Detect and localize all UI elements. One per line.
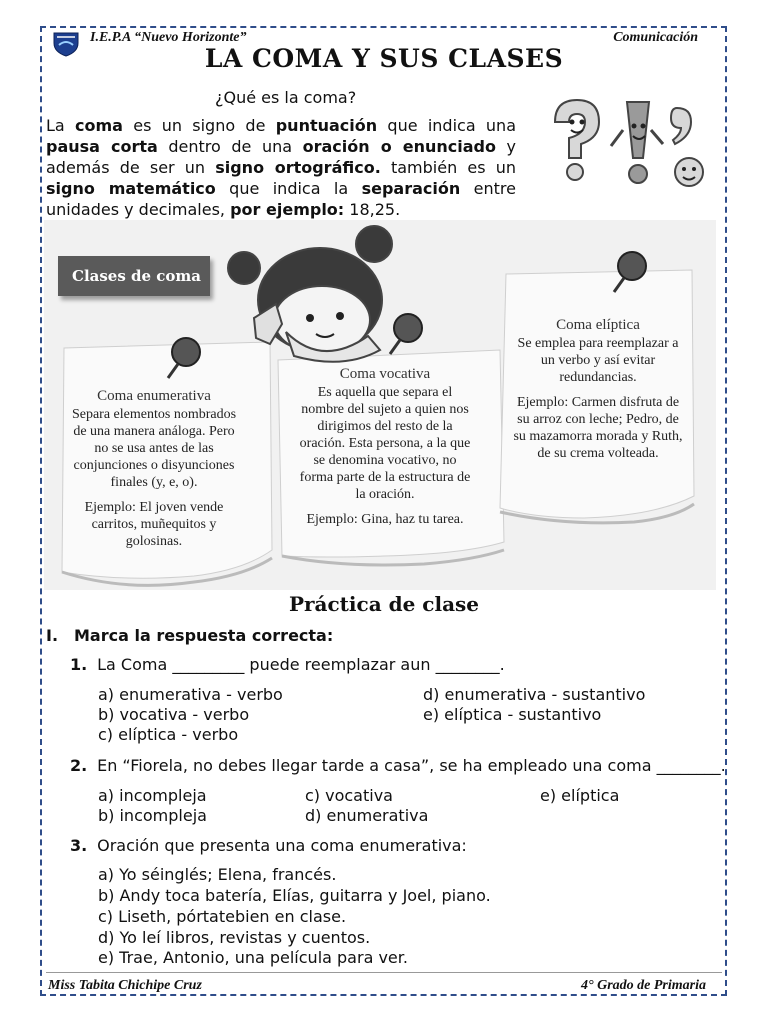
q3-option-e[interactable]: e) Trae, Antonio, una película para ver. [98, 948, 408, 967]
intro-question: ¿Qué es la coma? [215, 88, 357, 107]
q2-option-b[interactable]: b) incompleja [98, 806, 207, 825]
practice-title: Práctica de clase [288, 592, 480, 616]
question-2 [70, 756, 726, 775]
intro-text-segment: La [46, 116, 76, 135]
card-coma-enumerativa [66, 388, 242, 550]
card-description: Es aquella que separa el nombre del sujeto a quien nos dirigimos del resto de la oración. Esta persona, a la que se denomina vocativo, no forma parte de la estructura de la oración. [299, 385, 471, 502]
q1-option-c[interactable]: c) elíptica - verbo [98, 725, 239, 744]
q3-option-a[interactable]: a) Yo séinglés; Elena, francés. [98, 865, 337, 884]
clases-de-coma-label: Clases de coma [58, 256, 210, 296]
page-title: LA COMA Y SUS CLASES [204, 44, 564, 73]
question-number: 3. [70, 836, 88, 855]
intro-keyword: signo matemático [46, 179, 216, 198]
teacher-name: Miss Tabita Chichipe Cruz [48, 978, 202, 993]
question-number: 2. [70, 756, 88, 775]
intro-text-segment: que indica una [377, 116, 517, 135]
question-text: Oración que presenta una coma enumerativa: [97, 836, 467, 855]
intro-text-segment: que indica la [215, 179, 362, 198]
section-heading [46, 626, 333, 645]
card-example: Ejemplo: El joven vende carritos, muñequitos y golosinas. [84, 500, 224, 549]
question-3 [70, 836, 467, 855]
punctuation-characters-illustration [535, 92, 715, 200]
grade-label: 4° Grado de Primaria [581, 978, 706, 993]
question-text: En “Fiorela, no debes llegar tarde a casa”, se ha empleado una coma ________. [97, 756, 726, 775]
intro-keyword: oración o enunciado [302, 137, 496, 156]
intro-text-segment: dentro de una [157, 137, 303, 156]
intro-text-segment: también es un [380, 158, 516, 177]
q3-option-d[interactable]: d) Yo leí libros, revistas y cuentos. [98, 928, 371, 947]
card-title: Coma enumerativa [97, 388, 211, 404]
intro-keyword: signo ortográfico. [215, 158, 381, 177]
q1-option-b[interactable]: b) vocativa - verbo [98, 705, 250, 724]
intro-keyword: por ejemplo: [230, 200, 345, 219]
intro-keyword: puntuación [275, 116, 378, 135]
section-number: I. [46, 626, 59, 645]
card-description: Se emplea para reemplazar a un verbo y así evitar redundancias. [517, 336, 679, 385]
subject-name: Comunicación [613, 30, 698, 45]
q2-option-a[interactable]: a) incompleja [98, 786, 207, 805]
question-1 [70, 655, 505, 674]
card-example: Ejemplo: Carmen disfruta de su arroz con leche; Pedro, de su mazamorra morada y Ruth, de su crema volteada. [513, 395, 683, 461]
intro-paragraph [46, 115, 516, 220]
section-label: Marca la respuesta correcta: [74, 626, 334, 645]
q1-option-d[interactable]: d) enumerativa - sustantivo [423, 685, 646, 704]
school-name: I.E.P.A “Nuevo Horizonte” [90, 30, 247, 45]
card-title: Coma vocativa [339, 366, 431, 382]
q2-option-e[interactable]: e) elíptica [540, 786, 620, 805]
intro-text-segment: 18,25. [344, 200, 401, 219]
q1-option-a[interactable]: a) enumerativa - verbo [98, 685, 283, 704]
intro-text-segment: es un signo de [122, 116, 276, 135]
q2-option-d[interactable]: d) enumerativa [305, 806, 429, 825]
question-text: La Coma _________ puede reemplazar aun ________. [97, 655, 505, 674]
intro-keyword: coma [75, 116, 123, 135]
card-example: Ejemplo: Gina, haz tu tarea. [306, 512, 464, 527]
q3-option-c[interactable]: c) Liseth, pórtatebien en clase. [98, 907, 347, 926]
q3-option-b[interactable]: b) Andy toca batería, Elías, guitarra y Joel, piano. [98, 886, 491, 905]
card-coma-vocativa [298, 366, 472, 528]
intro-text-segment: entre unidades y decimales, [46, 179, 516, 219]
card-description: Separa elementos nombrados de una manera análoga. Pero no se usa antes de las conjunciones o disyunciones finales (y, e, o). [71, 407, 237, 490]
card-coma-eliptica [510, 317, 686, 462]
q1-option-e[interactable]: e) elíptica - sustantivo [423, 705, 602, 724]
footer-divider [46, 972, 722, 973]
card-title: Coma elíptica [556, 317, 640, 333]
intro-text-segment: y además de ser un [46, 137, 517, 177]
intro-keyword: separación [361, 179, 461, 198]
question-number: 1. [70, 655, 88, 674]
intro-keyword: pausa corta [46, 137, 158, 156]
q2-option-c[interactable]: c) vocativa [305, 786, 393, 805]
